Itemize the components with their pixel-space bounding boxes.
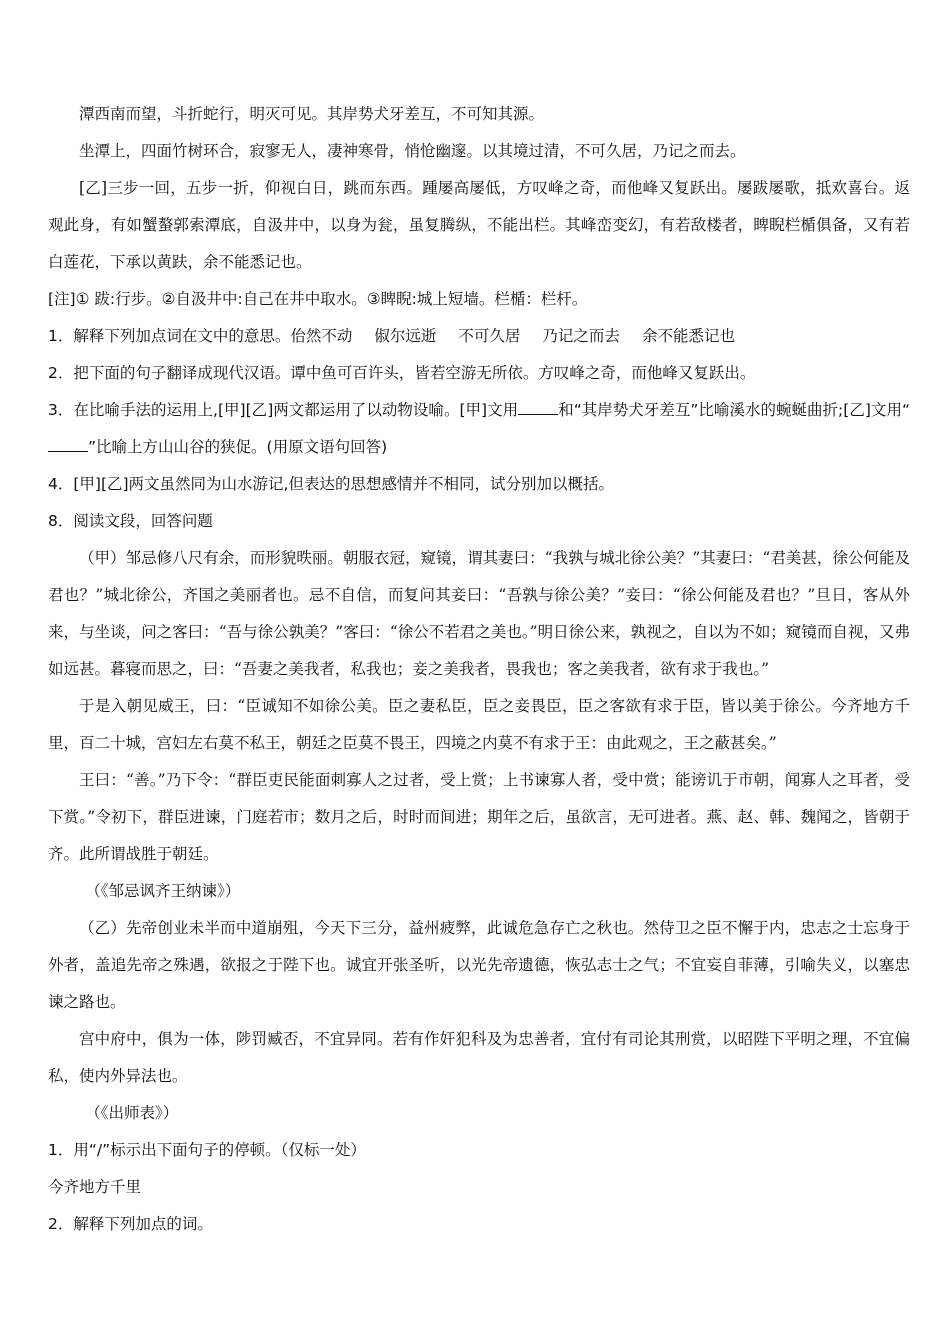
q7-question-3-part-1: 3．在比喻手法的运用上,[甲][乙]两文都运用了以动物设喻。[甲]文用 [48, 401, 519, 419]
q7-question-3-part-3: ”比喻上方山山谷的狭促。(用原文语句回答) [88, 438, 388, 456]
q8-yi-paragraph-1: （乙）先帝创业未半而中道崩殂，今天下三分，益州疲弊，此诚危急存亡之秋也。然侍卫之臣不懈于内，忠志之士忘身于外者，盖追先帝之殊遇，欲报之于陛下也。诚宜开张圣听，以光先帝遗德，恢弘志士之气；不宜妄自菲薄，引喻失义，以塞忠谏之路也。 [48, 919, 910, 1011]
q8-question-1-sentence: 今齐地方千里 [48, 1178, 142, 1196]
q7-term: 佁然不动 [290, 327, 353, 345]
text-a-paragraph-2: 坐潭上，四面竹树环合，寂寥无人，凄神寒骨，悄怆幽邃。以其境过清，不可久居，乃记之而去。 [79, 142, 746, 160]
q8-heading: 8．阅读文段，回答问题 [48, 512, 213, 530]
q8-question-2: 2．解释下列加点的词。 [48, 1215, 213, 1233]
q7-term: 不可久居 [458, 327, 521, 345]
q7-term: 余不能悉记也 [641, 327, 735, 345]
q8-yi-paragraph-2: 宫中府中，俱为一体，陟罚臧否，不宜异同。若有作奸犯科及为忠善者，宜付有司论其刑赏，以昭陛下平明之理，不宜偏私，使内外异法也。 [48, 1030, 910, 1085]
q8-question-1: 1．用“/”标示出下面句子的停顿。（仅标一处） [48, 1141, 366, 1159]
q7-question-3-part-2: 和“其岸势犬牙差互”比喻溪水的蜿蜒曲折;[乙]文用“ [558, 401, 910, 419]
answer-blank [518, 400, 558, 415]
q8-jia-source: （《邹忌讽齐王纳谏》） [85, 882, 241, 900]
q7-question-1-prefix: 1．解释下列加点词在文中的意思。 [48, 327, 291, 345]
q7-term: 俶尔远逝 [374, 327, 437, 345]
annotation-note: [注]① 跋:行步。②自汲井中:自己在井中取水。③睥睨:城上短墙。栏楯：栏杆。 [48, 290, 588, 308]
q8-jia-paragraph-3: 王曰：“善。”乃下令：“群臣吏民能面刺寡人之过者，受上赏；上书谏寡人者，受中赏；能谤讥于市朝，闻寡人之耳者，受下赏。”令初下，群臣进谏，门庭若市；数月之后，时时而间进；期年之后，虽欲言，无可进者。燕、赵、韩、魏闻之，皆朝于齐。此所谓战胜于朝廷。 [48, 771, 910, 863]
answer-blank [48, 437, 88, 452]
q7-question-2: 2．把下面的句子翻译成现代汉语。谭中鱼可百许头，皆若空游无所依。方叹峰之奇，而他峰又复跃出。 [48, 364, 756, 382]
text-b-paragraph: [乙]三步一回，五步一折，仰视白日，跳而东西。踵屡高屡低，方叹峰之奇，而他峰又复跃出。屡跋屡歌，抵欢喜台。返观此身，有如蟹螯郭索潭底，自汲井中，以身为瓮，虽复腾纵，不能出栏。其峰峦变幻，有若敌楼者，睥睨栏楯俱备，又有若白莲花，下承以黄趺，余不能悉记也。 [48, 179, 910, 271]
q7-question-3 [48, 392, 910, 466]
q7-question-4: 4．[甲][乙]两文虽然同为山水游记,但表达的思想感情并不相同，试分别加以概括。 [48, 475, 614, 493]
text-a-paragraph-1: 潭西南而望，斗折蛇行，明灭可见。其岸势犬牙差互，不可知其源。 [79, 105, 545, 123]
q7-term: 乃记之而去 [542, 327, 620, 345]
q8-jia-paragraph-2: 于是入朝见威王，曰：“臣诚知不如徐公美。臣之妻私臣，臣之妾畏臣，臣之客欲有求于臣，皆以美于徐公。今齐地方千里，百二十城，宫妇左右莫不私王，朝廷之臣莫不畏王，四境之内莫不有求于王：由此观之，王之蔽甚矣。” [48, 697, 910, 752]
q7-question-1 [48, 318, 910, 355]
q8-jia-paragraph-1: （甲）邹忌修八尺有余，而形貌昳丽。朝服衣冠，窥镜，谓其妻曰：“我孰与城北徐公美？”其妻曰：“君美甚，徐公何能及君也？”城北徐公，齐国之美丽者也。忌不自信，而复问其妾曰：“吾孰与徐公美？”妾曰：“徐公何能及君也？”旦日，客从外来，与坐谈，问之客曰：“吾与徐公孰美？”客曰：“徐公不若君之美也。”明日徐公来，孰视之，自以为不如；窥镜而自视，又弗如远甚。暮寝而思之，曰：“吾妻之美我者，私我也；妾之美我者，畏我也；客之美我者，欲有求于我也。” [48, 549, 910, 678]
q8-yi-source: （《出师表》） [85, 1104, 179, 1122]
